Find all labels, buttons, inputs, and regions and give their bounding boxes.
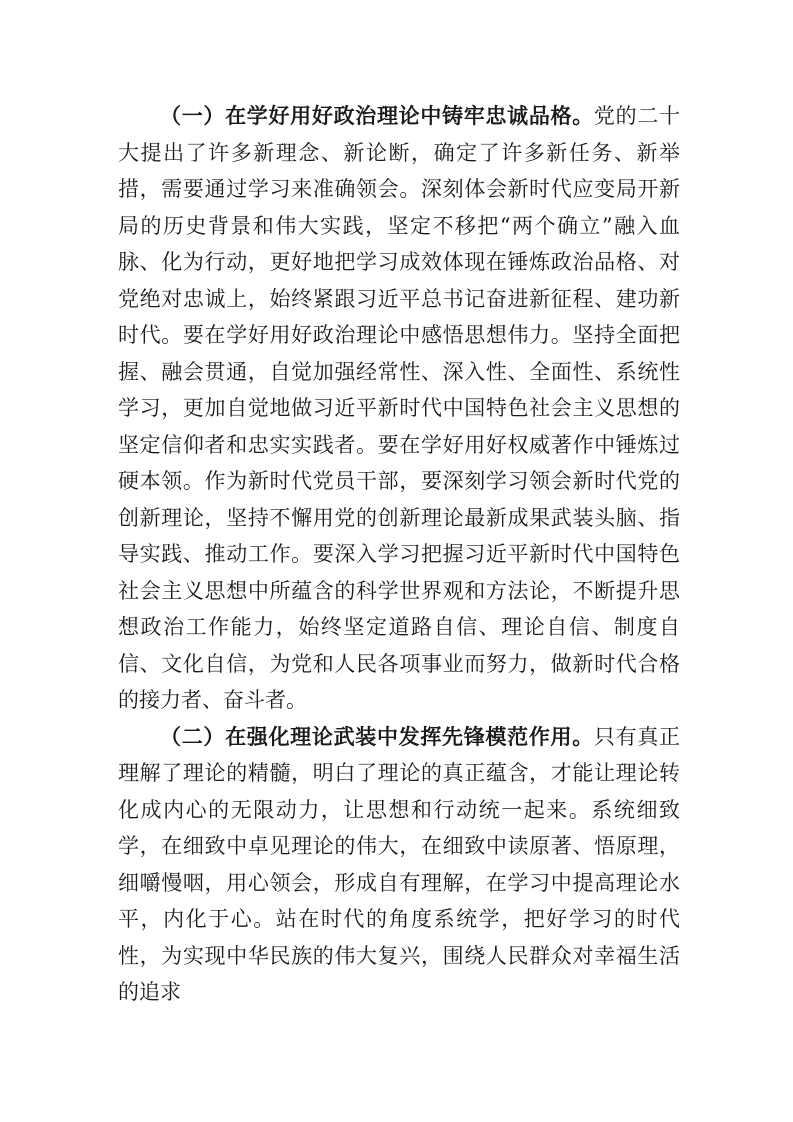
- paragraph-2: [118, 719, 680, 1011]
- paragraph-2-heading: （二）在强化理论武装中发挥先锋模范作用。: [160, 723, 594, 749]
- document-body: [118, 98, 680, 1011]
- paragraph-2-text: 只有真正理解了理论的精髓，明白了理论的真正蕴含，才能让理论转化成内心的无限动力，让思想和行动统一起来。系统细致学，在细致中卓见理论的伟大，在细致中读原著、悟原理，细嚼慢咽，用心领会，形成自有理解，在学习中提高理论水平，内化于心。站在时代的角度系统学，把好学习的时代性，为实现中华民族的伟大复兴，围绕人民群众对幸福生活的追求: [118, 724, 681, 1004]
- paragraph-1: [118, 98, 680, 719]
- paragraph-1-text: 党的二十大提出了许多新理念、新论断，确定了许多新任务、新举措，需要通过学习来准确领会。深刻体会新时代应变局开新局的历史背景和伟大实践，坚定不移把“两个确立”融入血脉、化为行动，更好地把学习成效体现在锤炼政治品格、对党绝对忠诚上，始终紧跟习近平总书记奋进新征程、建功新时代。要在学好用好政治理论中感悟思想伟力。坚持全面把握、融会贯通，自觉加强经常性、深入性、全面性、系统性学习，更加自觉地做习近平新时代中国特色社会主义思想的坚定信仰者和忠实实践者。要在学好用好权威著作中锤炼过硬本领。作为新时代党员干部，要深刻学习领会新时代党的创新理论，坚持不懈用党的创新理论最新成果武装头脑、指导实践、推动工作。要深入学习把握习近平新时代中国特色社会主义思想中所蕴含的科学世界观和方法论，不断提升思想政治工作能力，始终坚定道路自信、理论自信、制度自信、文化自信，为党和人民各项事业而努力，做新时代合格的接力者、奋斗者。: [118, 104, 681, 712]
- paragraph-1-heading: （一）在学好用好政治理论中铸牢忠诚品格。: [160, 103, 594, 128]
